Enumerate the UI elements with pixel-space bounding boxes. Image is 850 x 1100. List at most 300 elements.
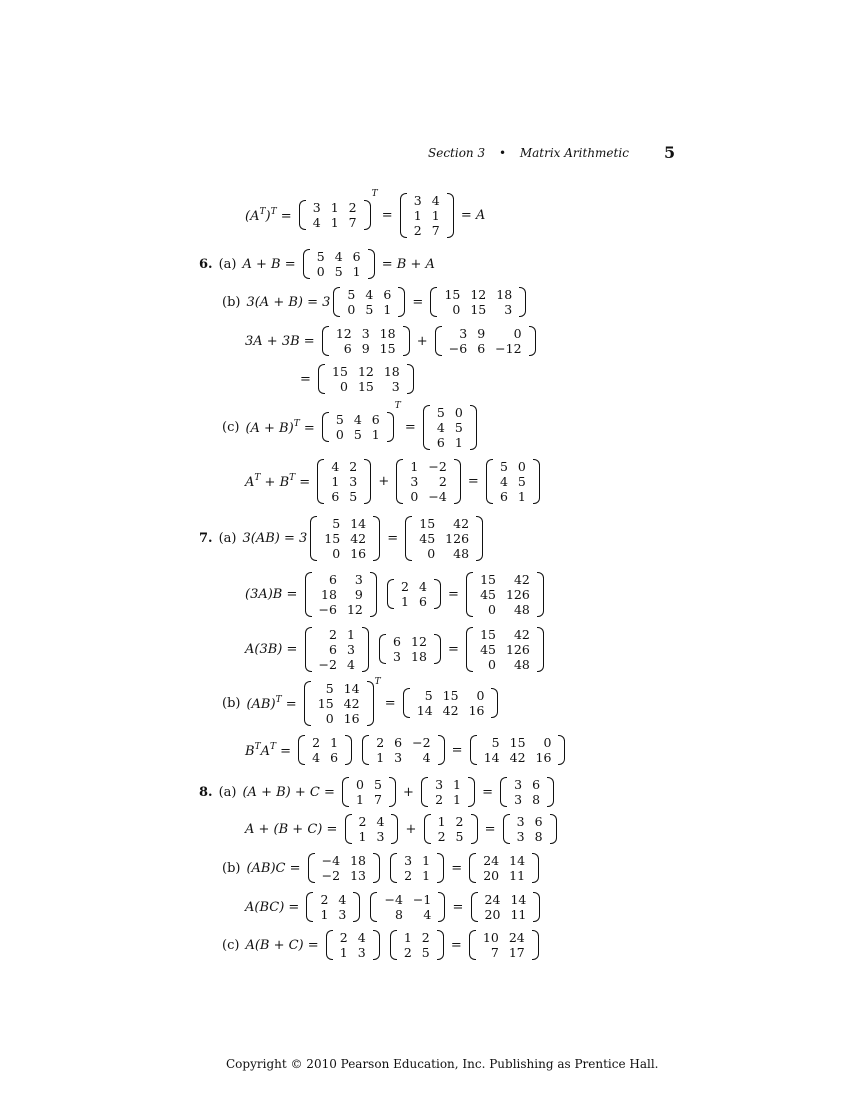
matrix: [326, 930, 380, 960]
expression-text: $A^T + B^T$ =: [245, 472, 315, 490]
matrix: [503, 814, 557, 844]
matrix-entry: 1: [422, 868, 431, 883]
matrix: [345, 814, 399, 844]
matrix-entry: −6: [448, 341, 468, 356]
left-bracket: [430, 287, 437, 317]
matrix-entry: 15: [470, 302, 487, 317]
left-bracket: [317, 459, 324, 504]
expression-text: [380, 587, 384, 602]
matrix: [308, 853, 380, 883]
right-bracket: [373, 516, 380, 561]
left-bracket: [466, 627, 473, 672]
matrix-entry: 5: [455, 829, 464, 844]
matrix-entry: 1: [431, 207, 440, 223]
matrix-entry: −12: [495, 341, 522, 356]
matrix-entry: 18: [383, 364, 400, 379]
matrix-entry: 4: [418, 579, 427, 594]
matrix: [317, 459, 371, 504]
matrix-entry: 15: [419, 515, 436, 531]
matrix-entry: 6: [499, 488, 508, 504]
matrix-entry: 6: [436, 434, 445, 450]
matrix-entry: 14: [510, 892, 527, 907]
matrix-entry: 1: [330, 200, 339, 215]
expression-text: [372, 642, 376, 657]
transpose-superscript: T: [371, 189, 378, 199]
left-bracket: [390, 930, 397, 960]
expression-text: [355, 743, 359, 758]
part-label: (b): [222, 695, 241, 711]
matrix-entry: 1: [383, 302, 392, 317]
matrix-entry: 6: [352, 249, 361, 264]
expression-text: +: [398, 784, 419, 800]
matrix-entry: 4: [423, 907, 432, 922]
matrix-entry: 15: [480, 571, 496, 587]
right-bracket: [550, 814, 557, 844]
matrix-entry: 5: [335, 412, 344, 427]
part-label: (b): [222, 294, 241, 310]
matrix-entry: 15: [480, 626, 496, 642]
matrix-entry: 4: [312, 750, 321, 765]
matrix-entry: 5: [517, 473, 526, 489]
matrix-entry: 1: [422, 853, 431, 868]
matrix: [421, 777, 475, 807]
part-label: (c): [222, 937, 240, 953]
left-bracket: [345, 814, 352, 844]
matrix-entry: 3: [435, 777, 444, 792]
matrix-entry: 24: [508, 930, 525, 945]
matrix-entry: −1: [412, 892, 432, 907]
matrix: [303, 249, 375, 279]
expression-text: =: [448, 899, 468, 915]
right-bracket: [370, 572, 377, 617]
right-bracket: [373, 853, 380, 883]
matrix-entry: 14: [343, 680, 360, 696]
matrix-entry: 6: [371, 412, 380, 427]
part-label: (b): [222, 860, 241, 876]
part-label: (a): [218, 530, 237, 546]
right-bracket: [537, 572, 544, 617]
matrix-entry: 126: [505, 641, 530, 657]
page-number: 5: [664, 143, 676, 162]
matrix-entry: 6: [329, 641, 337, 657]
matrix-entry: 3: [376, 829, 385, 844]
matrix-entry: 12: [346, 601, 363, 617]
matrix-entry: 15: [324, 530, 341, 546]
matrix: [405, 516, 483, 561]
matrix-entry: 0: [325, 710, 334, 726]
matrix-entry: 5: [365, 302, 374, 317]
matrix-entry: 13: [350, 868, 367, 883]
matrix-entry: 14: [509, 853, 526, 868]
right-bracket: [367, 681, 374, 726]
expression-text: $B^TA^T$ =: [245, 741, 296, 759]
expression-text: =: [447, 742, 467, 758]
matrix-entry: 126: [505, 586, 530, 602]
expression-text: =: [383, 530, 403, 546]
left-bracket: [333, 287, 340, 317]
right-bracket: [438, 892, 445, 922]
left-bracket: [322, 412, 329, 442]
right-bracket: [532, 930, 539, 960]
matrix-entry: 2: [320, 892, 329, 907]
expression-text: +: [374, 473, 394, 489]
matrix-entry: 6: [418, 594, 427, 609]
header-topic: Matrix Arithmetic: [519, 146, 629, 160]
matrix: [299, 200, 371, 230]
expression-text: A(3B) =: [245, 641, 302, 657]
exercise-number: 6.: [199, 256, 213, 272]
matrix-entry: −6: [318, 601, 337, 617]
expression-text: A + (B + C) =: [245, 821, 342, 837]
matrix-entry: 0: [332, 545, 341, 561]
matrix-entry: 4: [353, 412, 362, 427]
matrix-entry: 4: [334, 249, 343, 264]
matrix-entry: 5: [499, 458, 508, 474]
matrix: [423, 405, 477, 450]
matrix: [469, 930, 539, 960]
matrix-entry: 3: [504, 302, 513, 317]
exercise-number: 7.: [199, 530, 213, 546]
matrix-entry: 0: [427, 545, 436, 561]
matrix-entry: 2: [403, 945, 412, 960]
left-bracket: [299, 200, 306, 230]
matrix-entry: 42: [442, 703, 459, 718]
right-bracket: [437, 853, 444, 883]
matrix-entry: 42: [343, 695, 360, 711]
right-bracket: [533, 459, 540, 504]
expression-text: = A: [456, 207, 486, 223]
matrix-entry: 2: [455, 814, 464, 829]
matrix-entry: 5: [373, 777, 382, 792]
matrix: [370, 892, 445, 922]
matrix-entry: 4: [331, 458, 340, 474]
matrix: [500, 777, 554, 807]
matrix-entry: 48: [513, 601, 530, 617]
matrix-entry: 0: [476, 688, 485, 703]
matrix-entry: 5: [332, 515, 341, 531]
right-bracket: [529, 326, 536, 356]
matrix-entry: 0: [488, 656, 496, 672]
matrix: [470, 735, 566, 765]
matrix: [342, 777, 396, 807]
matrix-entry: 4: [338, 892, 347, 907]
expression-text: A(BC) =: [245, 899, 304, 915]
matrix-entry: −4: [384, 892, 403, 907]
matrix-entry: 1: [454, 434, 463, 450]
right-bracket: [407, 364, 414, 394]
expression-text: =: [408, 294, 428, 310]
matrix-entry: −2: [321, 868, 341, 883]
matrix-entry: 6: [394, 735, 403, 750]
running-header: [428, 146, 629, 160]
matrix-entry: 6: [331, 488, 340, 504]
matrix-entry: 0: [513, 326, 522, 341]
matrix-entry: 12: [470, 287, 487, 302]
left-bracket: [362, 735, 369, 765]
matrix-entry: 4: [436, 419, 445, 435]
matrix-entry: 42: [513, 626, 530, 642]
matrix-entry: −2: [428, 458, 447, 474]
expression-text: 3A + 3B =: [245, 333, 319, 349]
left-bracket: [379, 634, 386, 664]
matrix-entry: 1: [356, 792, 364, 807]
matrix-entry: 6: [477, 341, 486, 356]
matrix-entry: 0: [488, 601, 496, 617]
matrix-entry: 14: [350, 515, 367, 531]
left-bracket: [424, 814, 431, 844]
matrix-entry: 3: [404, 853, 413, 868]
expression-text: = B + A: [377, 256, 435, 272]
expression-text: =: [477, 784, 498, 800]
matrix-entry: 1: [413, 207, 422, 223]
right-bracket: [398, 287, 405, 317]
matrix: [362, 735, 444, 765]
matrix: [379, 634, 441, 664]
matrix-entry: 15: [379, 341, 396, 356]
matrix-entry: 5: [353, 427, 362, 442]
left-bracket: [310, 516, 317, 561]
right-bracket: [362, 627, 369, 672]
matrix-entry: 2: [404, 868, 413, 883]
matrix-entry: 4: [346, 656, 355, 672]
left-bracket: [400, 193, 407, 238]
right-bracket: [434, 579, 441, 609]
right-bracket: [454, 459, 461, 504]
matrix-entry: 7: [490, 945, 499, 960]
matrix-entry: 6: [534, 814, 543, 829]
right-bracket: [476, 516, 483, 561]
matrix-entry: 15: [332, 364, 348, 379]
matrix-entry: 16: [343, 710, 360, 726]
left-bracket: [304, 681, 311, 726]
matrix-entry: 1: [410, 458, 419, 474]
left-bracket: [500, 777, 507, 807]
matrix-entry: 4: [365, 287, 374, 302]
matrix-entry: 5: [491, 735, 500, 750]
right-bracket: [403, 326, 410, 356]
matrix-entry: 9: [361, 341, 370, 356]
matrix-entry: 7: [431, 222, 440, 238]
matrix-entry: 7: [373, 792, 382, 807]
matrix: [466, 627, 544, 672]
matrix-entry: 18: [350, 853, 367, 868]
right-bracket: [368, 249, 375, 279]
matrix: [471, 892, 541, 922]
expression-text: A + B =: [242, 256, 300, 272]
expression-text: =: [447, 860, 467, 876]
matrix-entry: 3: [516, 814, 525, 829]
matrix-entry: 1: [330, 215, 339, 230]
matrix-entry: 1: [517, 488, 526, 504]
matrix: [322, 326, 410, 356]
matrix-entry: 1: [376, 750, 385, 765]
matrix-entry: 6: [393, 634, 401, 649]
matrix-entry: 3: [361, 326, 370, 341]
matrix-entry: 3: [393, 649, 401, 664]
matrix: [322, 412, 394, 442]
matrix-entry: 2: [421, 930, 430, 945]
matrix: [305, 572, 377, 617]
matrix: [466, 572, 544, 617]
matrix-entry: 4: [376, 814, 385, 829]
matrix-entry: 2: [312, 735, 321, 750]
matrix-entry: 4: [499, 473, 508, 489]
matrix-entry: 0: [335, 427, 344, 442]
matrix-entry: 1: [453, 777, 461, 792]
expression-text: [383, 861, 387, 876]
left-bracket: [306, 892, 313, 922]
matrix-entry: 24: [483, 853, 500, 868]
right-bracket: [364, 200, 371, 230]
matrix-entry: 1: [453, 792, 461, 807]
left-bracket: [403, 688, 410, 718]
matrix-entry: 1: [352, 264, 361, 279]
matrix-entry: 45: [480, 641, 496, 657]
matrix-entry: 2: [339, 930, 348, 945]
matrix-entry: 3: [516, 829, 525, 844]
matrix-entry: 15: [442, 688, 459, 703]
matrix-entry: 1: [331, 473, 340, 489]
expression-text: =: [400, 419, 420, 435]
left-bracket: [396, 459, 403, 504]
matrix-entry: 3: [349, 473, 358, 489]
matrix-entry: 0: [410, 488, 419, 504]
matrix-entry: 17: [508, 945, 525, 960]
matrix-entry: 1: [320, 907, 329, 922]
matrix-entry: 3: [514, 792, 523, 807]
left-bracket: [469, 930, 476, 960]
matrix-entry: 2: [376, 735, 385, 750]
right-bracket: [470, 405, 477, 450]
matrix-entry: 48: [513, 656, 530, 672]
matrix-entry: 20: [484, 907, 501, 922]
matrix-entry: 8: [532, 792, 541, 807]
transpose-superscript: T: [374, 677, 381, 687]
matrix-entry: 5: [421, 945, 430, 960]
expression-text: (AB)C =: [246, 860, 305, 876]
header-bullet: •: [498, 146, 507, 160]
matrix-entry: 0: [452, 302, 461, 317]
matrix: [403, 688, 499, 718]
matrix-entry: 16: [350, 545, 367, 561]
expression-text: A(B + C) =: [245, 937, 323, 953]
matrix-entry: 3: [514, 777, 523, 792]
left-bracket: [305, 627, 312, 672]
expression-text: =: [443, 586, 464, 602]
matrix-entry: 5: [349, 488, 358, 504]
matrix: [424, 814, 478, 844]
left-bracket: [298, 735, 305, 765]
left-bracket: [471, 892, 478, 922]
matrix-entry: 18: [379, 326, 396, 341]
matrix-entry: 14: [416, 703, 433, 718]
matrix-entry: 2: [329, 626, 337, 642]
expression-text: $(A + B)^T$ =: [245, 418, 319, 436]
right-bracket: [434, 634, 441, 664]
matrix-entry: 8: [394, 907, 403, 922]
left-bracket: [405, 516, 412, 561]
matrix-entry: 2: [348, 200, 357, 215]
matrix-entry: 9: [477, 326, 486, 341]
matrix-entry: 0: [356, 777, 364, 792]
left-bracket: [435, 326, 442, 356]
matrix-entry: 3: [391, 379, 400, 394]
matrix-entry: 14: [483, 750, 500, 765]
expression-text: (3A)B =: [245, 586, 302, 602]
expression-text: (AB)$^T$ =: [246, 694, 301, 712]
matrix-entry: 3: [357, 945, 366, 960]
expression-text: 3(AB) = 3: [242, 530, 308, 546]
expression-text: (A + B) + C =: [242, 784, 339, 800]
matrix-entry: 5: [325, 680, 334, 696]
matrix: [390, 853, 444, 883]
right-bracket: [438, 735, 445, 765]
expression-text: +: [401, 821, 421, 837]
right-bracket: [468, 777, 475, 807]
matrix-entry: 15: [444, 287, 461, 302]
matrix: [310, 516, 380, 561]
matrix-entry: 45: [480, 586, 496, 602]
matrix-entry: 15: [357, 379, 374, 394]
matrix-entry: 7: [348, 215, 357, 230]
matrix-entry: 6: [343, 341, 352, 356]
matrix-entry: 15: [509, 735, 526, 750]
matrix: [305, 627, 369, 672]
matrix-entry: 4: [357, 930, 366, 945]
matrix-entry: 5: [454, 419, 463, 435]
matrix-entry: 4: [431, 192, 440, 208]
matrix-entry: 10: [482, 930, 499, 945]
header-section: Section 3: [428, 146, 486, 160]
expression-text: =: [463, 473, 483, 489]
expression-text: +: [412, 333, 432, 349]
right-bracket: [533, 892, 540, 922]
matrix-entry: −2: [318, 656, 337, 672]
left-bracket: [318, 364, 325, 394]
right-bracket: [389, 777, 396, 807]
matrix-entry: 15: [317, 695, 334, 711]
matrix-entry: 1: [437, 814, 446, 829]
matrix-entry: 9: [354, 586, 363, 602]
matrix-entry: 1: [403, 930, 412, 945]
matrix-entry: 3: [338, 907, 347, 922]
right-bracket: [437, 930, 444, 960]
matrix-entry: 0: [517, 458, 526, 474]
matrix-entry: 11: [509, 868, 526, 883]
matrix: [396, 459, 460, 504]
left-bracket: [466, 572, 473, 617]
exercise-number: 8.: [199, 784, 213, 800]
matrix-entry: 12: [411, 634, 427, 649]
left-bracket: [322, 326, 329, 356]
matrix-entry: 3: [312, 200, 321, 215]
matrix-entry: 42: [350, 530, 367, 546]
transpose-superscript: T: [394, 401, 401, 411]
matrix-entry: 1: [339, 945, 348, 960]
matrix-entry: 1: [358, 829, 367, 844]
matrix-entry: 4: [422, 750, 431, 765]
matrix-entry: 3: [354, 571, 363, 587]
matrix: [333, 287, 405, 317]
left-bracket: [486, 459, 493, 504]
matrix-entry: 2: [413, 222, 422, 238]
right-bracket: [471, 814, 478, 844]
matrix-entry: 3: [394, 750, 403, 765]
part-label: (a): [218, 256, 237, 272]
right-bracket: [345, 735, 352, 765]
matrix-entry: 0: [316, 264, 325, 279]
left-bracket: [370, 892, 377, 922]
